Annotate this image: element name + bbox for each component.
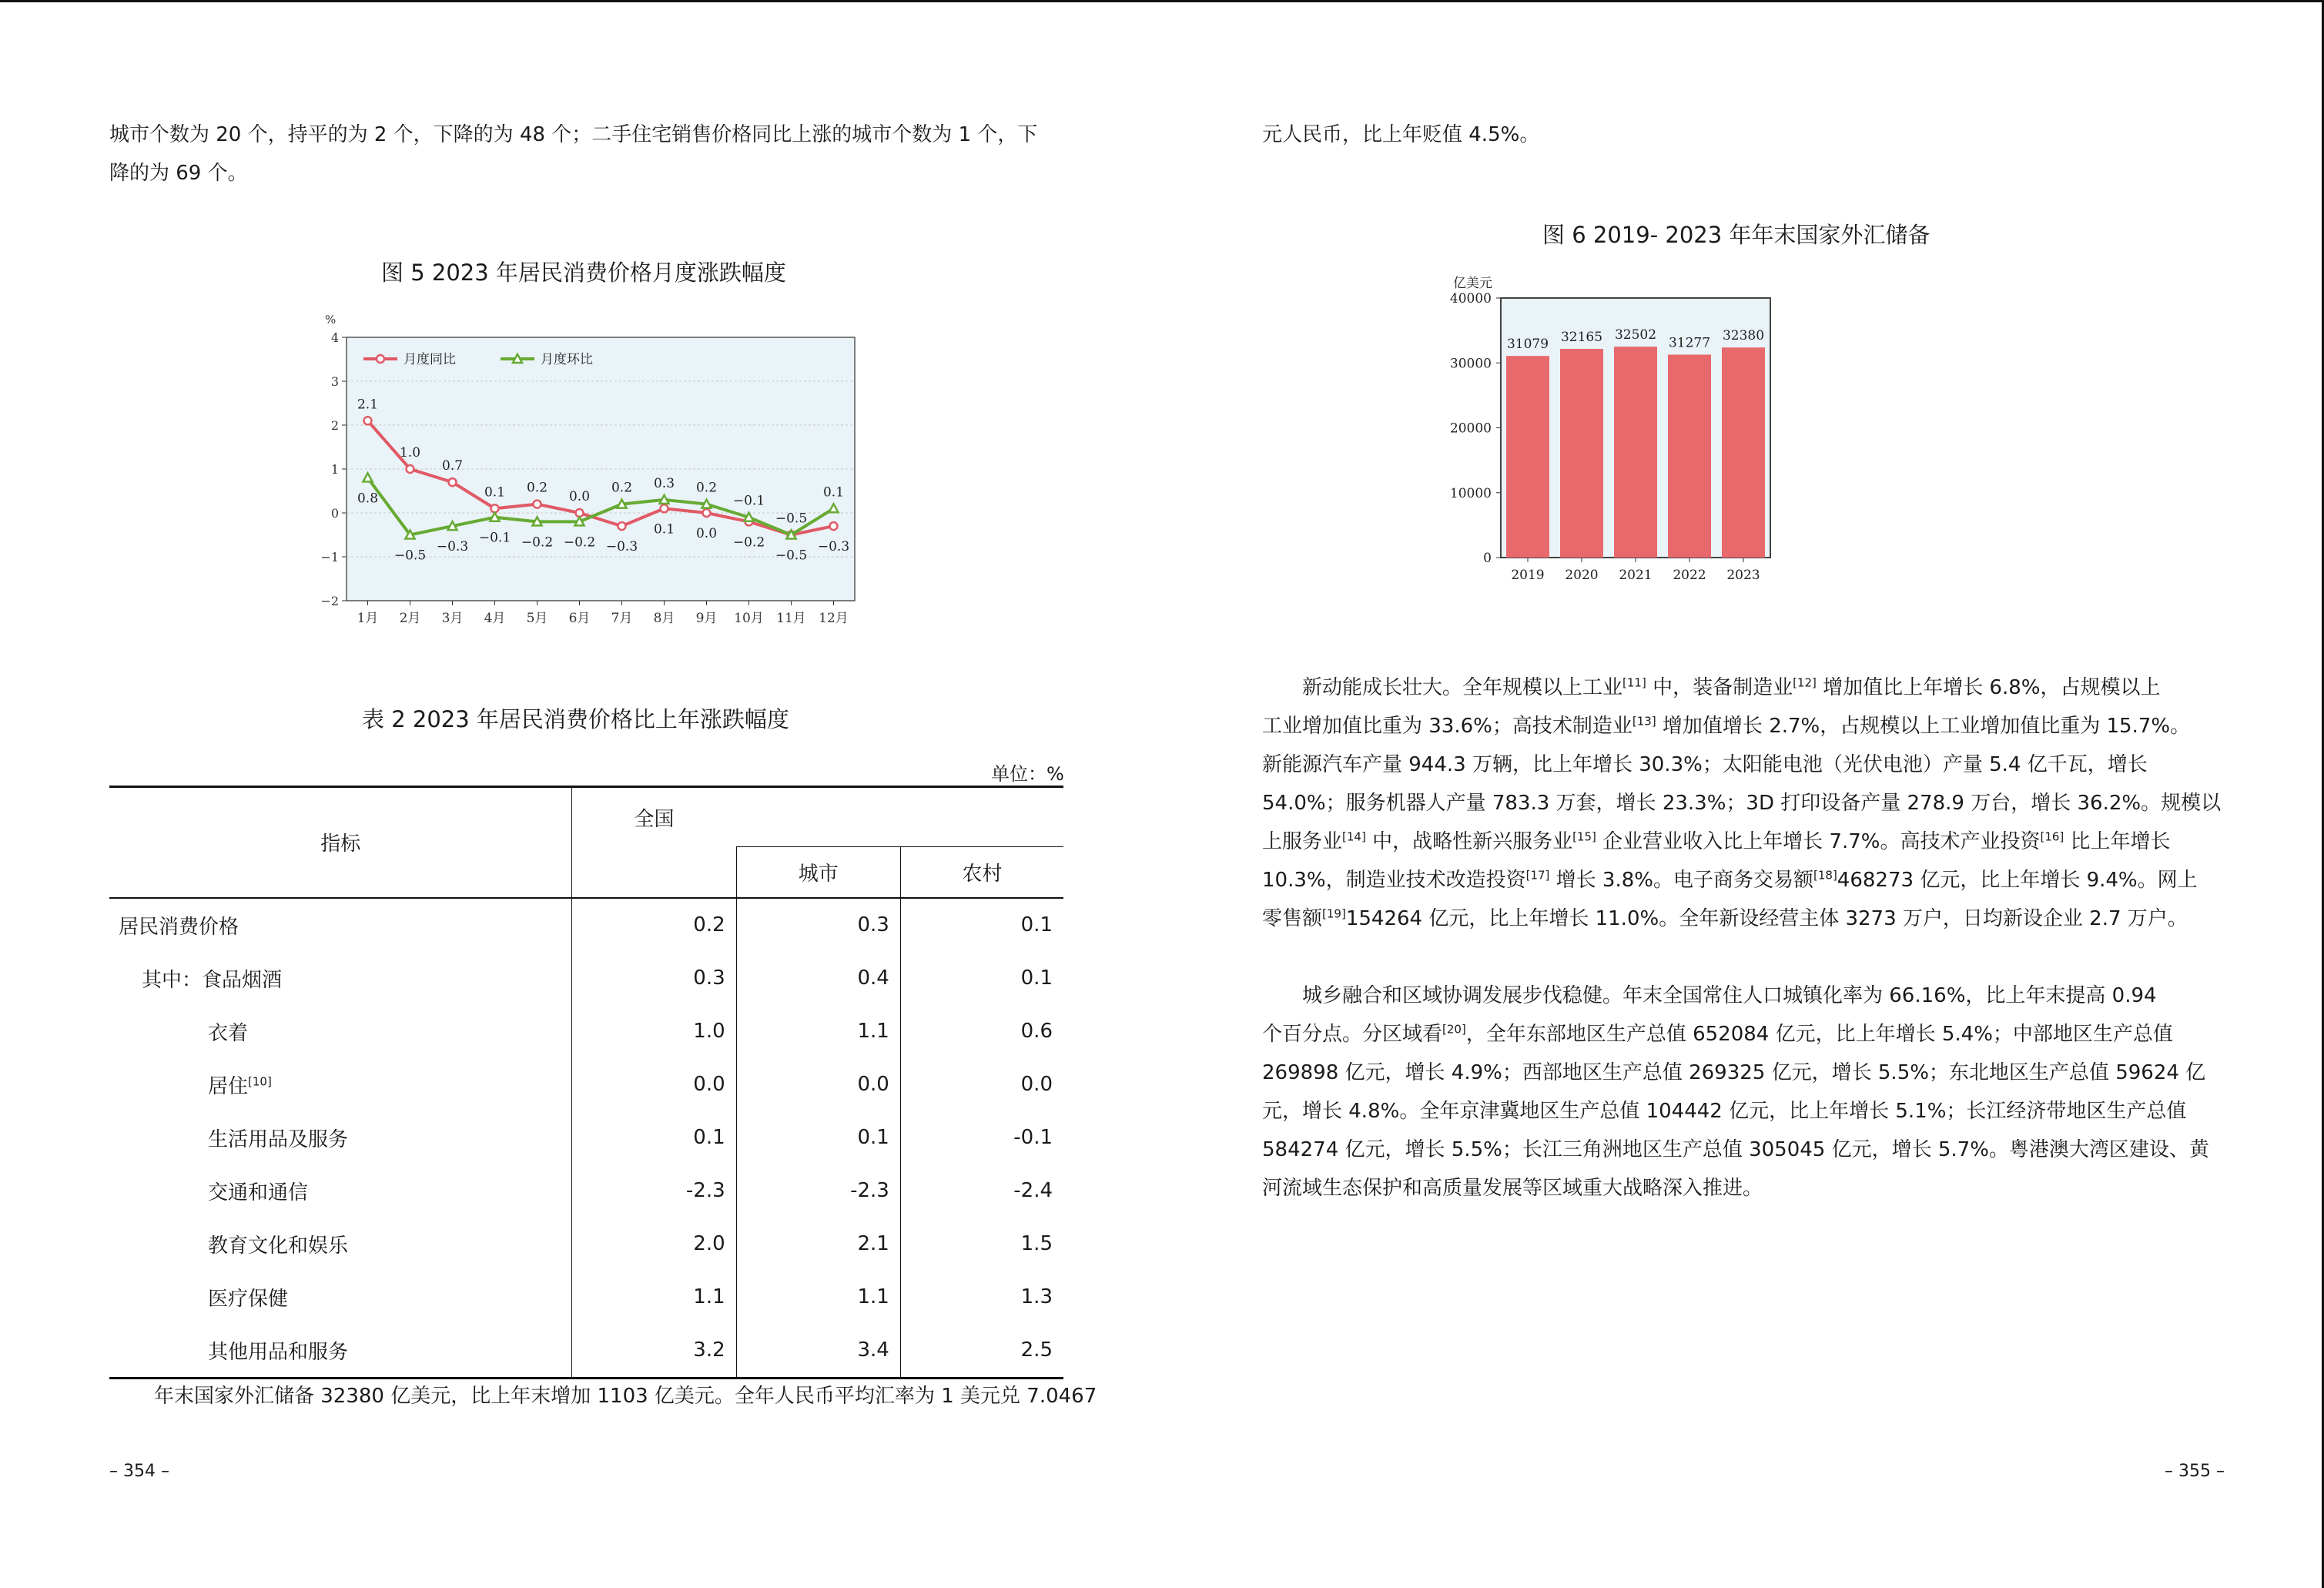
mom-data-label: 0.8: [357, 491, 379, 507]
cell-rural: 0.1: [1020, 913, 1053, 936]
x-tick-label: 4月: [484, 611, 506, 625]
cell-urban: 1.1: [736, 1005, 900, 1058]
bar: [1614, 347, 1657, 558]
cell-rural: 0.0: [1020, 1073, 1053, 1096]
row-label: [109, 1058, 572, 1111]
y-tick-label: 0: [330, 506, 339, 521]
legend-label: 月度环比: [541, 352, 593, 367]
x-tick-label: 2月: [399, 611, 421, 625]
y-tick-label: 0: [1483, 551, 1492, 566]
table-row: [109, 1005, 1063, 1058]
footnote-marker: [14]: [1342, 829, 1366, 844]
yoy-data-label: 0.0: [568, 489, 591, 504]
mom-data-label: −0.2: [563, 534, 596, 551]
header-urban: 城市: [736, 847, 900, 898]
x-tick-label: 7月: [611, 611, 633, 625]
row-label-text: 其他用品和服务: [208, 1340, 349, 1364]
left-intro-paragraph: [109, 116, 1064, 193]
text-line: 城市个数为 20 个，持平的为 2 个，下降的为 48 个；二手住宅销售价格同比上涨的城市个数为 1 个，下: [109, 123, 1038, 146]
text-segment: 增长 3.8%。电子商务交易额: [1549, 869, 1813, 892]
cell-national: 0.2: [572, 898, 736, 952]
table-row: [109, 1058, 1063, 1111]
cell-rural: -0.1: [1013, 1126, 1053, 1149]
cell-urban: -2.3: [736, 1164, 900, 1218]
cell-urban: 0.1: [736, 1111, 900, 1164]
mom-data-label: 0.2: [611, 480, 633, 496]
text-segment: 比上年增长: [2064, 830, 2171, 853]
x-tick-label: 3月: [441, 611, 464, 625]
cell-rural: 1.5: [1020, 1232, 1053, 1255]
row-label: [109, 1111, 572, 1164]
text-line: [1262, 861, 2225, 900]
y-tick-label: 4: [330, 330, 339, 345]
row-label-text: 医疗保健: [208, 1287, 289, 1311]
yoy-point: [534, 501, 541, 508]
x-tick-label: 2021: [1619, 568, 1653, 583]
footnote-marker: [19]: [1322, 906, 1346, 921]
cpi-table: [109, 786, 1063, 1379]
cell-urban: 3.4: [736, 1324, 900, 1379]
bar-value-label: 31079: [1506, 337, 1549, 353]
text-segment: 零售额: [1262, 907, 1323, 930]
cell-rural: 0.6: [1020, 1020, 1053, 1043]
y-tick-label: 10000: [1449, 485, 1492, 501]
cell-rural: 1.3: [1020, 1285, 1053, 1308]
text-segment: 中，装备制造业: [1646, 676, 1793, 699]
text-segment: ，全年东部地区生产总值 652084 亿元，比上年增长 5.4%；中部地区生产总值: [1465, 1023, 2173, 1046]
mom-data-label: 0.2: [695, 480, 718, 496]
cell-national: -2.3: [572, 1164, 736, 1218]
row-label: [109, 1271, 572, 1324]
text-line: [1262, 745, 2225, 784]
x-tick-label: 1月: [357, 611, 379, 625]
text-segment: 新动能成长壮大。全年规模以上工业: [1302, 676, 1623, 699]
yoy-point: [661, 504, 668, 512]
yoy-data-label: −0.2: [732, 534, 765, 551]
text-line: [1262, 1092, 2225, 1131]
bar: [1722, 347, 1765, 558]
mom-data-label: 0.3: [653, 475, 675, 491]
bar-value-label: 31277: [1668, 335, 1711, 351]
yoy-point: [618, 522, 626, 530]
text-segment: 中，战略性新兴服务业: [1365, 830, 1573, 853]
row-label: [109, 1324, 572, 1379]
text-line: [1262, 784, 2225, 822]
table-row: [109, 952, 1063, 1005]
yoy-data-label: −0.5: [775, 511, 808, 527]
yoy-data-label: −0.3: [817, 539, 850, 555]
row-label: [109, 1218, 572, 1271]
cell-urban: 0.0: [736, 1058, 900, 1111]
text-segment: 工业增加值比重为 33.6%；高技术制造业: [1262, 715, 1632, 738]
text-line: [1262, 977, 2225, 1015]
figure5-line-chart: [308, 310, 878, 625]
text-line: 元人民币，比上年贬值 4.5%。: [1262, 123, 1540, 146]
page-number-left: – 354 –: [109, 1462, 169, 1481]
figure6-bar-chart: [1439, 266, 1778, 589]
row-label-text: 衣着: [208, 1021, 249, 1045]
cell-urban: 0.4: [736, 952, 900, 1005]
right-intro-paragraph: [1262, 116, 2217, 154]
text-segment: 10.3%，制造业技术改造投资: [1262, 869, 1526, 892]
header-indicator: 指标: [109, 787, 572, 898]
text-segment: 新能源汽车产量 944.3 万辆，比上年增长 30.3%；太阳能电池（光伏电池）产量 5.4 亿千瓦，增长: [1262, 753, 2148, 776]
yoy-data-label: −0.3: [605, 539, 638, 555]
footnote-marker: [11]: [1622, 675, 1646, 690]
x-tick-label: 11月: [776, 611, 806, 625]
y-tick-label: 1: [330, 462, 339, 477]
text-line: [1262, 822, 2225, 861]
table-row: [109, 1164, 1063, 1218]
mom-data-label: 0.1: [822, 484, 845, 501]
cell-national: 0.0: [572, 1058, 736, 1111]
bar: [1506, 356, 1549, 558]
y-tick-label: 2: [330, 418, 339, 433]
table-row: [109, 1324, 1063, 1379]
text-line: 年末国家外汇储备 32380 亿美元，比上年末增加 1103 亿美元。全年人民币平均汇率为 1 美元兑 7.0467: [154, 1385, 1097, 1408]
text-segment: 增加值比上年增长 6.8%，占规模以上: [1816, 676, 2161, 699]
footnote-marker: [15]: [1572, 829, 1596, 844]
table-row: [109, 898, 1063, 952]
row-label: [109, 1005, 572, 1058]
text-segment: 企业营业收入比上年增长 7.7%。高技术产业投资: [1596, 830, 2041, 853]
mom-data-label: −0.5: [393, 548, 427, 564]
x-tick-label: 6月: [568, 611, 591, 625]
cell-urban: 2.1: [736, 1218, 900, 1271]
bar-value-label: 32502: [1614, 327, 1657, 343]
row-label-text: 其中：食品烟酒: [142, 968, 283, 992]
x-tick-label: 2020: [1565, 568, 1599, 583]
table2-unit: 单位：%: [991, 763, 1064, 785]
text-line: [1262, 1169, 2225, 1208]
right-page: [1162, 0, 2324, 1588]
table-row: [109, 1111, 1063, 1164]
x-tick-label: 8月: [653, 611, 675, 625]
text-segment: 54.0%；服务机器人产量 783.3 万套，增长 23.3%；3D 打印设备产量 278.9 万台，增长 36.2%。规模以: [1262, 792, 2222, 815]
y-tick-label: 3: [330, 374, 339, 389]
cell-national: 1.1: [572, 1271, 736, 1324]
y-tick-label: 20000: [1449, 420, 1492, 437]
row-label-text: 交通和通信: [208, 1181, 309, 1204]
yoy-point: [449, 478, 457, 486]
row-label: [109, 898, 572, 952]
mom-data-label: −0.3: [436, 539, 469, 555]
yoy-data-label: 1.0: [399, 445, 421, 461]
x-tick-label: 10月: [734, 611, 764, 625]
mom-data-label: −0.1: [478, 530, 511, 546]
footnote-marker: [16]: [2040, 829, 2064, 844]
yoy-point: [364, 417, 372, 424]
cell-national: 3.2: [572, 1324, 736, 1379]
table-row: [109, 1218, 1063, 1271]
row-label-text: 生活用品及服务: [208, 1127, 349, 1151]
figure6-title: 图 6 2019- 2023 年年末国家外汇储备: [1542, 222, 1931, 248]
cell-rural: -2.4: [1013, 1179, 1053, 1202]
x-tick-label: 2022: [1673, 568, 1706, 583]
y-tick-label: 40000: [1449, 291, 1492, 307]
text-line: [1262, 1015, 2225, 1054]
figure5-title: 图 5 2023 年居民消费价格月度涨跌幅度: [381, 260, 786, 286]
footnote-marker: [17]: [1525, 868, 1550, 883]
y-axis-label: 亿美元: [1453, 276, 1492, 291]
text-line: 降的为 69 个。: [109, 162, 248, 185]
cell-national: 0.3: [572, 952, 736, 1005]
y-tick-label: −2: [320, 594, 339, 608]
text-segment: 个百分点。分区域看: [1262, 1023, 1443, 1046]
row-label: [109, 1164, 572, 1218]
yoy-point: [703, 509, 711, 517]
yoy-point: [830, 522, 838, 530]
mom-data-label: −0.2: [521, 534, 554, 551]
text-segment: 河流域生态保护和高质量发展等区域重大战略深入推进。: [1262, 1177, 1763, 1200]
bar: [1668, 354, 1711, 558]
footnote-marker: [12]: [1793, 675, 1817, 690]
text-line: [1262, 1054, 2225, 1092]
table2-title: 表 2 2023 年居民消费价格比上年涨跌幅度: [362, 706, 789, 732]
footnote-marker: [10]: [248, 1074, 272, 1088]
text-segment: 154264 亿元，比上年增长 11.0%。全年新设经营主体 3273 万户，日均新设企业 2.7 万户。: [1345, 907, 2188, 930]
cell-rural: 0.1: [1020, 967, 1053, 990]
new-momentum-paragraph: [1262, 668, 2225, 938]
x-tick-label: 12月: [819, 611, 849, 625]
mom-data-label: −0.1: [732, 493, 765, 509]
header-rural: 农村: [900, 847, 1063, 898]
text-segment: 上服务业: [1262, 830, 1343, 853]
page-number-right: – 355 –: [2165, 1462, 2225, 1481]
yoy-data-label: 0.1: [653, 521, 675, 538]
x-tick-label: 9月: [695, 611, 718, 625]
bar-value-label: 32380: [1722, 328, 1765, 344]
mom-data-label: −0.5: [775, 548, 808, 564]
cell-urban: 1.1: [736, 1271, 900, 1324]
text-segment: 584274 亿元，增长 5.5%；长江三角洲地区生产总值 305045 亿元，增长 5.7%。粤港澳大湾区建设、黄: [1262, 1138, 2209, 1161]
row-label-text: 居住: [208, 1074, 249, 1098]
yoy-data-label: 2.1: [357, 397, 379, 413]
yoy-data-label: 0.2: [526, 480, 548, 496]
row-label-text: 居民消费价格: [119, 915, 239, 939]
text-line: [1262, 900, 2225, 938]
yoy-data-label: 0.7: [441, 458, 464, 474]
text-segment: 269898 亿元，增长 4.9%；西部地区生产总值 269325 亿元，增长 5.5%；东北地区生产总值 59624 亿: [1262, 1061, 2206, 1084]
text-segment: 468273 亿元，比上年增长 9.4%。网上: [1837, 869, 2198, 892]
row-label-text: 教育文化和娱乐: [208, 1234, 349, 1258]
footnote-marker: [13]: [1632, 714, 1656, 729]
yoy-data-label: 0.1: [484, 484, 506, 501]
legend-label: 月度同比: [404, 352, 456, 367]
text-line: [1262, 668, 2225, 707]
header-national-spacer: [572, 847, 736, 898]
y-axis-label: %: [325, 313, 337, 327]
cell-national: 0.1: [572, 1111, 736, 1164]
header-national: 全国: [572, 787, 1063, 847]
text-segment: 城乡融合和区域协调发展步伐稳健。年末全国常住人口城镇化率为 66.16%，比上年末提高 0.94: [1302, 984, 2157, 1007]
regional-development-paragraph: [1262, 977, 2225, 1208]
yoy-point: [407, 465, 414, 473]
cell-rural: 2.5: [900, 1324, 1063, 1379]
footnote-marker: [20]: [1442, 1022, 1466, 1037]
table-row: [109, 1271, 1063, 1324]
yoy-data-label: 0.0: [695, 526, 718, 541]
y-tick-label: −1: [320, 550, 339, 565]
cell-national: 2.0: [572, 1218, 736, 1271]
bar: [1560, 349, 1603, 558]
text-line: [1262, 707, 2225, 745]
left-closing-paragraph: [154, 1377, 1097, 1415]
y-tick-label: 30000: [1449, 356, 1492, 372]
text-segment: 元，增长 4.8%。全年京津冀地区生产总值 104442 亿元，比上年增长 5.1%；长江经济带地区生产总值: [1262, 1100, 2187, 1123]
text-line: [1262, 1131, 2225, 1169]
footnote-marker: [18]: [1813, 868, 1837, 883]
cell-urban: 0.3: [736, 898, 900, 952]
x-tick-label: 2019: [1511, 568, 1545, 583]
text-segment: 增加值增长 2.7%，占规模以上工业增加值比重为 15.7%。: [1656, 715, 2191, 738]
cell-national: 1.0: [572, 1005, 736, 1058]
x-tick-label: 5月: [526, 611, 548, 625]
bar-value-label: 32165: [1560, 330, 1603, 346]
x-tick-label: 2023: [1726, 568, 1760, 583]
row-label: [109, 952, 572, 1005]
legend-marker: [377, 355, 384, 363]
